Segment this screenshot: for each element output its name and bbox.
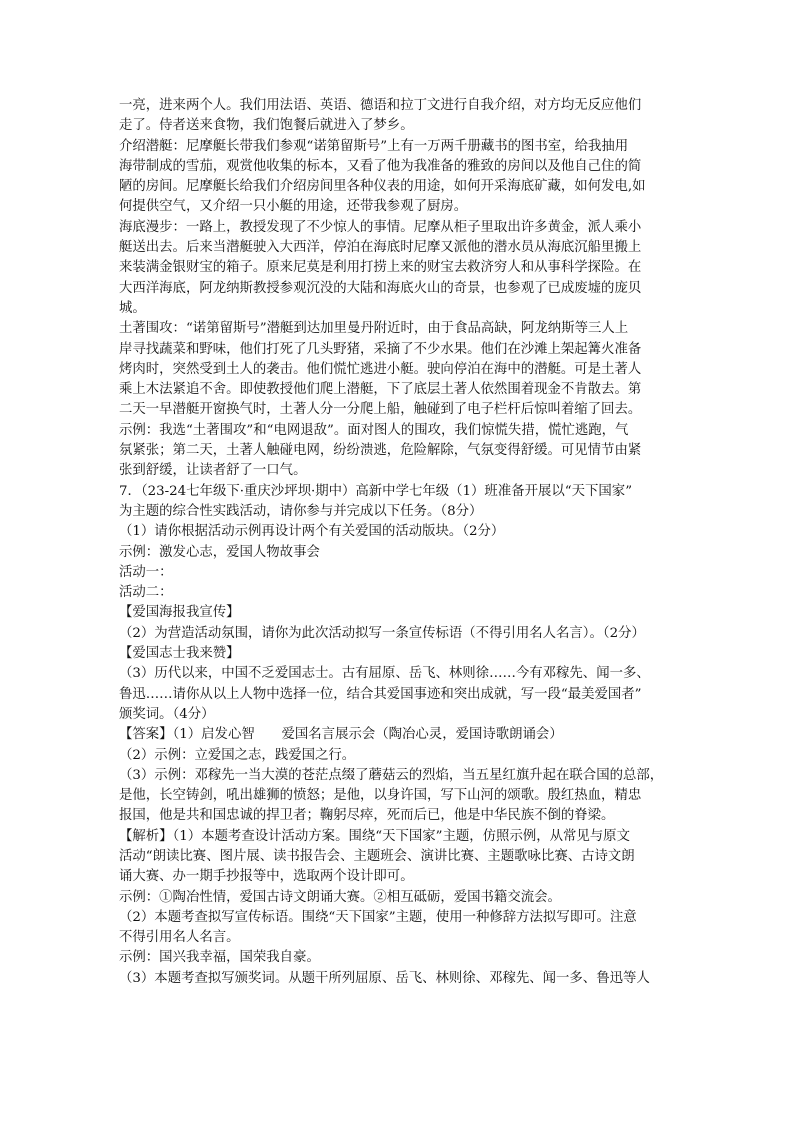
analysis-label: 【解析】（1）本题考查设计活动方案。围绕“天下国家”主题，仿照示例，从常见与原文 [119, 828, 630, 844]
text-line: 陋的房间。尼摩艇长给我们介绍房间里各种仪表的用途，如何开采海底矿藏，如何发电,如 [119, 179, 646, 195]
text-line: 土著围攻：“诺第留斯号”潜艇到达加里曼丹附近时，由于食品高缺，阿龙纳斯等三人上 [119, 321, 629, 337]
text-line: 二天一早潜艇开窗换气时，土著人分一分爬上船，触碰到了电子栏杆后惊叫着缩了回去。 [119, 402, 642, 418]
text-line: 海带制成的雪茄，观赏他收集的标本，又看了他为我准备的雅致的房间以及他自己住的简 [119, 158, 642, 174]
text-line: 为主题的综合性实践活动，请你参与并完成以下任务。（8分） [119, 503, 483, 519]
text-line: 示例：国兴我幸福，国荣我自豪。 [119, 950, 320, 966]
text-line: 活动二： [119, 585, 173, 601]
answer-label: 【答案】（1）启发心智 爱国名言展示会（陶冶心灵，爱国诗歌朗诵会） [119, 727, 563, 743]
text-line: 介绍潜艇：尼摩艇长带我们参观“诺第留斯号”上有一万两千册藏书的图书室，给我抽用 [119, 138, 629, 154]
text-line: 一亮，进来两个人。我们用法语、英语、德语和拉丁文进行自我介绍，对方均无反应他们 [119, 98, 642, 113]
text-line: 是他，长空铸剑，吼出雄狮的愤怒；是他，以身许国，写下山河的颂歌。殷红热血，精忠 [119, 788, 642, 804]
text-line: （3）示例：邓稼先一当大漠的苍茫点缀了蘑菇云的烈焰，当五星红旗升起在联合国的总部， [119, 767, 664, 783]
text-line: 报国，他是共和国忠诚的捍卫者；鞠躬尽瘁，死而后已，他是中华民族不倒的脊梁。 [119, 808, 615, 824]
text-line: 氛紧张；第二天，土著人触碰电网，纷纷溃逃，危险解除，气氛变得舒缓。可见情节由紧 [119, 443, 642, 459]
text-line: 城。 [119, 300, 146, 316]
text-line: 示例：激发心志，爱国人物故事会 [119, 544, 320, 560]
text-line: 来装满金银财宝的箱子。原来尼莫是利用打捞上来的财宝去救济穷人和从事科学探险。在 [119, 260, 642, 276]
text-line: （3）本题考查拟写颁奖词。从题干所列屈原、岳飞、林则徐、邓稼先、闻一多、鲁迅等人 [119, 970, 650, 986]
text-line: 海底漫步：一路上，教授发现了不少惊人的事情。尼摩从柜子里取出许多黄金，派人乘小 [119, 219, 642, 235]
text-line: （3）历代以来，中国不乏爱国志士。古有屈原、岳飞、林则徐……今有邓稼先、闻一多、 [119, 666, 650, 682]
text-line: 颁奖词。（4分） [119, 706, 215, 722]
text-line: （2）示例：立爱国之志，践爱国之行。 [119, 747, 356, 763]
question-heading: 7．（23-24七年级下·重庆沙坪坝·期中）高新中学七年级（1）班准备开展以“天下国家” [119, 483, 633, 499]
text-line: 示例：我选“土著围攻”和“电网退敌”。面对图人的围攻，我们惊慌失措，慌忙逃跑，气 [119, 422, 629, 438]
text-line: 岸寻找蔬菜和野味，他们打死了几头野猪，采摘了不少水果。他们在沙滩上架起篝火准备 [119, 341, 642, 357]
section-label: 【爱国海报我宣传】 [119, 605, 240, 621]
text-line: 活动“朗读比赛、图片展、读书报告会、主题班会、演讲比赛、主题歌咏比赛、古诗文朗 [119, 848, 635, 864]
text-line: （2）本题考查拟写宣传标语。围绕“天下国家”主题，使用一种修辞方法拟写即可。注意 [119, 909, 637, 925]
text-line: 鲁迅……请你从以上人物中选择一位，结合其爱国事迹和突出成就，写一段“最美爱国者” [119, 686, 642, 702]
document-body [119, 96, 679, 989]
text-line: 烤肉时，突然受到土人的袭击。他们慌忙逃进小艇。驶向停泊在海中的潜艇。可是土著人 [119, 361, 642, 377]
text-line: 何提供空气，又介绍一只小艇的用途，还带我参观了厨房。 [119, 199, 468, 215]
section-label: 【爱国志士我来赞】 [119, 646, 240, 662]
text-line: 张到舒缓，让读者舒了一口气。 [119, 463, 307, 479]
text-line: 艇送出去。后来当潜艇驶入大西洋，停泊在海底时尼摩又派他的潜水员从海底沉船里搬上 [119, 240, 642, 256]
text-line: 诵大赛、办一期手抄报等中，选取两个设计即可。 [119, 869, 414, 885]
text-line: 大西洋海底，阿龙纳斯教授参观沉没的大陆和海底火山的奇景，也参观了已成废墟的庞贝 [119, 280, 642, 296]
text-line: （1）请你根据活动示例再设计两个有关爱国的活动版块。（2分） [119, 524, 505, 540]
text-line: 走了。侍者送来食物，我们饱餐后就进入了梦乡。 [119, 118, 414, 134]
text-line: 示例：①陶冶性情，爱国古诗文朗诵大赛。②相互砥砺，爱国书籍交流会。 [119, 889, 561, 905]
text-line: （2）为营造活动氛围，请你为此次活动拟写一条宣传标语（不得引用名人名言）。（2分） [119, 625, 645, 641]
text-line: 活动一： [119, 564, 173, 580]
text-line: 不得引用名人名言。 [119, 930, 240, 946]
text-line: 乘上木法紧追不舍。即使教授他们爬上潜艇，下了底层土著人依然围着现金不肯散去。第 [119, 382, 642, 398]
